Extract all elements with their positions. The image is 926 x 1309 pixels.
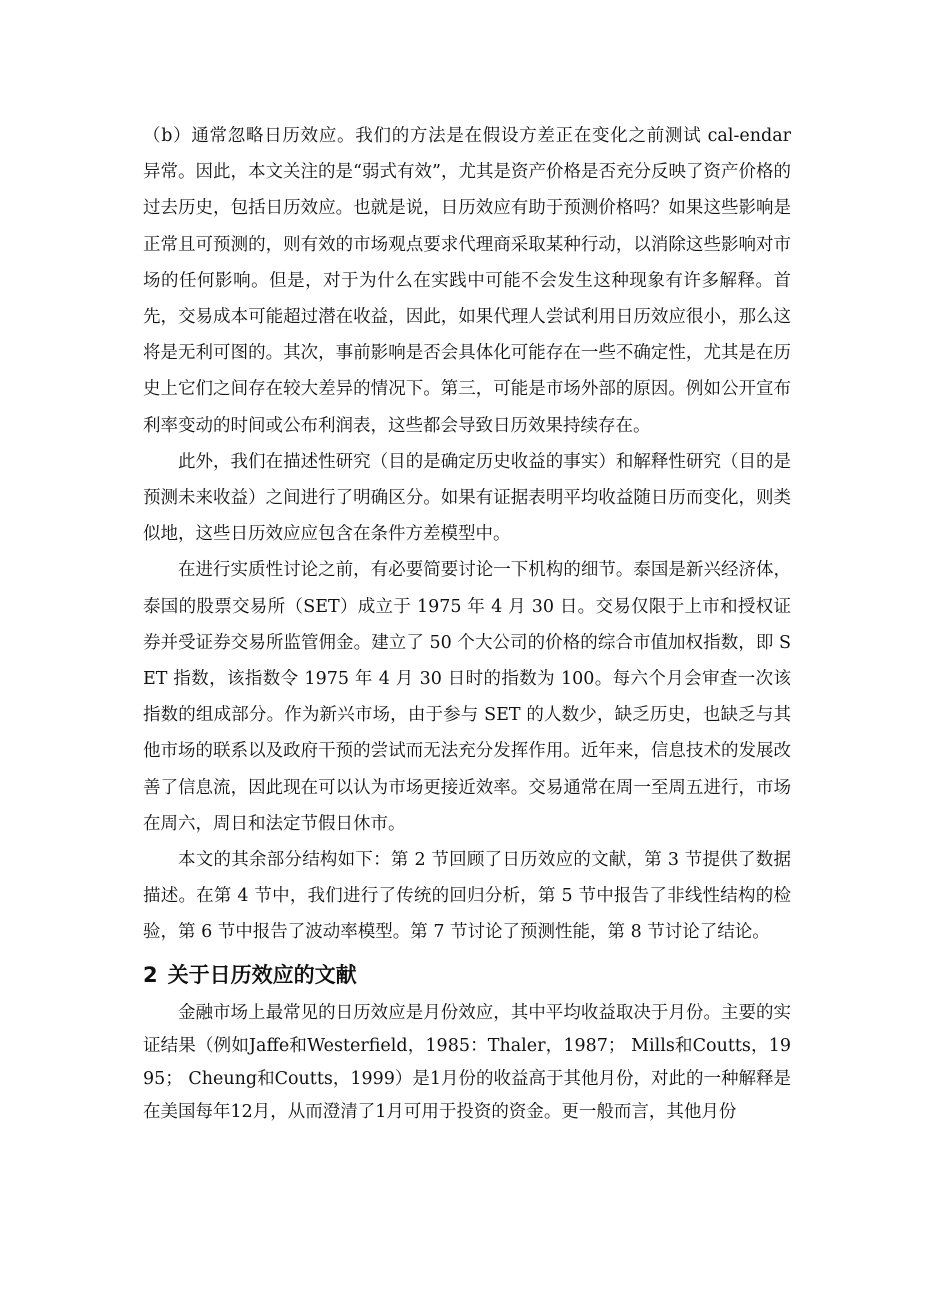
paragraph-institutional-details: 在进行实质性讨论之前，有必要简要讨论一下机构的细节。泰国是新兴经济体，泰国的股票交易所（SET）成立于 1975 年 4 月 30 日。交易仅限于上市和授权证券并受证券交易所监管佣金。建立了 50 个大公司的价格的综合市值加权指数，即 SET 指数，该指数令 1975 年 4 月 30 日时的指数为 100。每六个月会审查一次该指数的组成部分。作为新兴市场，由于参与 SET 的人数少，缺乏历史，也缺乏与其他市场的联系以及政府干预的尝试而无法充分发挥作用。近年来，信息技术的发展改善了信息流，因此现在可以认为市场更接近效率。交易通常在周一至周五进行，市场在周六，周日和法定节假日休市。 (143, 560, 791, 834)
paragraph-paper-structure: 本文的其余部分结构如下：第 2 节回顾了日历效应的文献，第 3 节提供了数据描述。在第 4 节中，我们进行了传统的回归分析，第 5 节中报告了非线性结构的检验，第 6 节中报告了波动率模型。第 7 节讨论了预测性能，第 8 节讨论了结论。 (143, 850, 791, 943)
document-page (143, 118, 791, 1129)
section-title: 关于日历效应的文献 (167, 962, 357, 987)
section-heading (143, 957, 791, 993)
paragraph-month-effect: 金融市场上最常见的日历效应是月份效应，其中平均收益取决于月份。主要的实证结果（例如Jaffe和Westerfield，1985：Thaler，1987； Mills和Coutts，1995； Cheung和Coutts，1999）是1月份的收益高于其他月份，对此的一种解释是在美国每年12月，从而澄清了1月可用于投资的资金。更一般而言，其他月份 (143, 1002, 792, 1122)
section-number: 2 (143, 962, 158, 987)
paragraph-calendar-effects: （b）通常忽略日历效应。我们的方法是在假设方差正在变化之前测试 cal-endar 异常。因此，本文关注的是“弱式有效”，尤其是资产价格是否充分反映了资产价格的过去历史，包括日历效应。也就是说，日历效应有助于预测价格吗？如果这些影响是正常且可预测的，则有效的市场观点要求代理商采取某种行动，以消除这些影响对市场的任何影响。但是，对于为什么在实践中可能不会发生这种现象有许多解释。首先，交易成本可能超过潜在收益，因此，如果代理人尝试利用日历效应很小，那么这将是无利可图的。其次，事前影响是否会具体化可能存在一些不确定性，尤其是在历史上它们之间存在较大差异的情况下。第三，可能是市场外部的原因。例如公开宣布利率变动的时间或公布利润表，这些都会导致日历效果持续存在。 (143, 126, 791, 436)
paragraph-descriptive-vs-explanatory: 此外，我们在描述性研究（目的是确定历史收益的事实）和解释性研究（目的是预测未来收益）之间进行了明确区分。如果有证据表明平均收益随日历而变化，则类似地，这些日历效应应包含在条件方差模型中。 (143, 451, 791, 545)
